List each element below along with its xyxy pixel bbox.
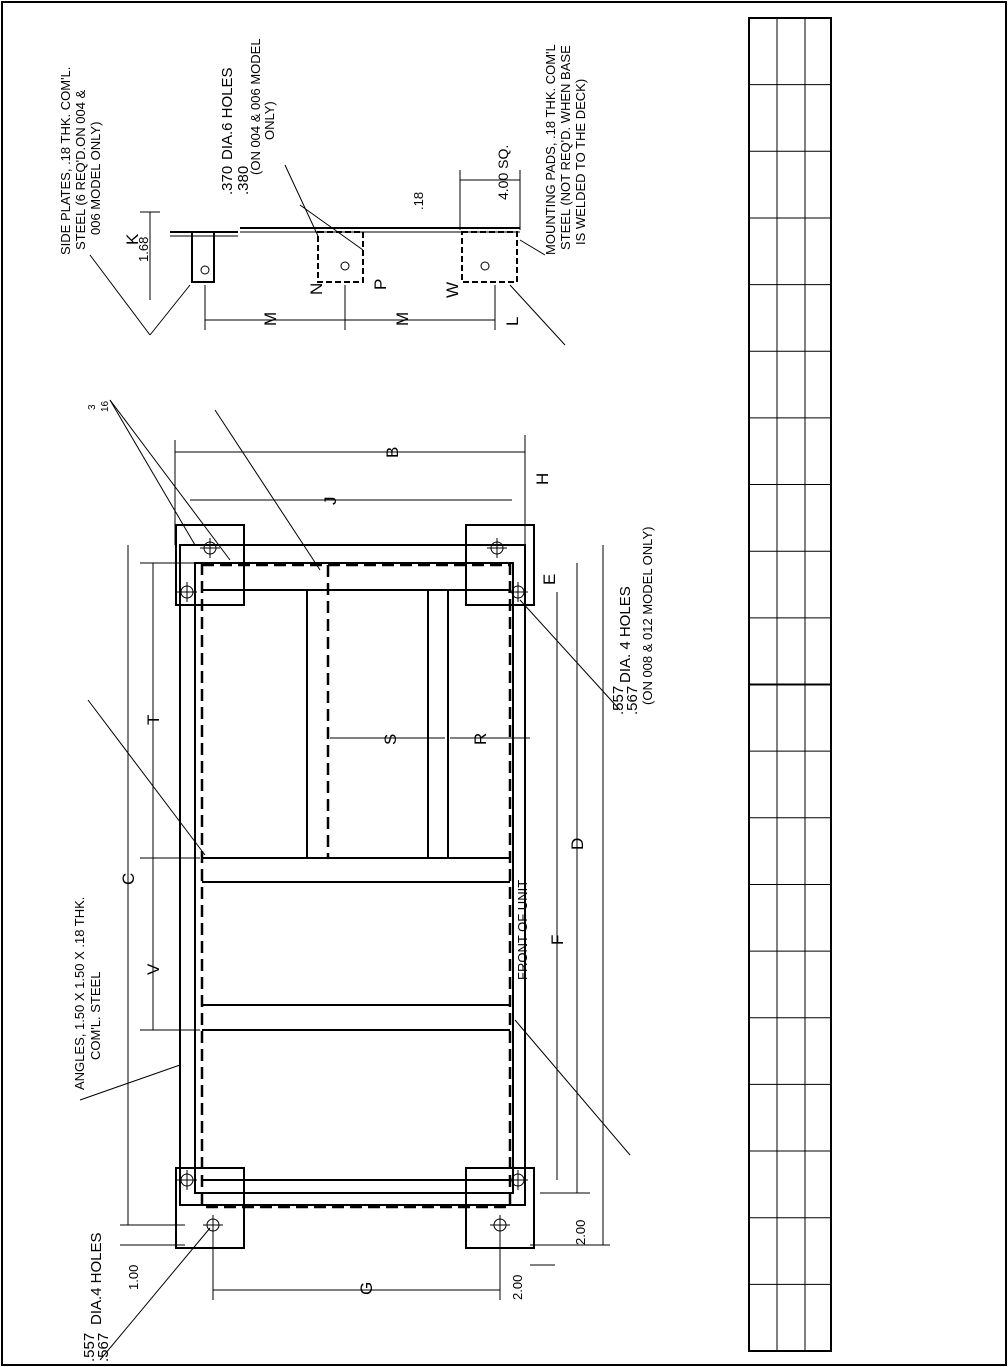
dim-letter-J: J [321, 496, 340, 505]
dim-letter-G: G [357, 1281, 376, 1295]
weld-fraction-den: 16 [100, 400, 111, 412]
side-view [90, 165, 565, 345]
holes6-note-1: (ON 004 & 006 MODEL [248, 38, 263, 175]
angles-note-2: COM'L. STEEL [88, 971, 103, 1060]
dim-1-00: 1.00 [126, 1264, 141, 1290]
holes4-right-tol-b: .567 [624, 685, 641, 715]
dim-letter-M-2: M [393, 311, 412, 326]
plan-view [80, 400, 630, 1360]
dim-2-00-right: 2.00 [573, 1219, 588, 1245]
dim-letter-W: W [443, 281, 462, 298]
dim-letter-B: B [383, 446, 402, 458]
dim-letter-C: C [119, 872, 138, 885]
dim-letter-L: L [503, 316, 522, 326]
dim-2-00-bottom: 2.00 [510, 1274, 525, 1300]
dim-letter-H: H [533, 472, 552, 485]
dim-letter-T: T [144, 714, 163, 725]
holes4-right-tol-a: .557 [610, 685, 627, 715]
dim-letter-E: E [540, 573, 559, 585]
side-plates-note-2: STEEL (6 REQ'D.ON 004 & [73, 89, 88, 250]
holes4-left-tol-a: .557 [81, 1332, 98, 1362]
holes4-left-label: DIA.4 HOLES [88, 1232, 105, 1325]
holes4-left-tol-b: .567 [95, 1332, 112, 1362]
dim-letter-P: P [371, 278, 390, 290]
holes4-right-note: (ON 008 & 012 MODEL ONLY) [640, 526, 655, 705]
dim-letter-R: R [471, 732, 490, 745]
holes6-label: DIA.6 HOLES [219, 67, 236, 160]
holes6-tol-b: .380 [235, 165, 252, 195]
weld-fraction-num: 3 [87, 404, 98, 410]
dim-4-00-sq: 4.00 SQ. [495, 144, 511, 200]
dim-letter-N: N [307, 282, 326, 295]
dim-letter-D: D [568, 837, 587, 850]
holes6-note-2: ONLY) [262, 101, 277, 140]
front-of-unit-label: FRONT OF UNIT [515, 879, 530, 980]
dimension-table [749, 18, 831, 1351]
mounting-pads-note-2: STEEL (NOT REQ'D. WHEN BASE [558, 45, 573, 250]
dim-1-68: 1.68 [136, 236, 151, 262]
angles-note-1: ANGLES, 1.50 X 1.50 X .18 THK. [72, 896, 87, 1090]
dim-letter-M-1: M [261, 311, 280, 326]
mounting-pads-note-1: MOUNTING PADS, .18 THK. COM'L [543, 44, 558, 255]
holes4-right-label: DIA. 4 HOLES [617, 586, 634, 683]
mounting-pads-note-3: IS WELDED TO THE DECK) [573, 78, 588, 245]
dim-0-18: .18 [411, 191, 426, 210]
dim-letter-V: V [144, 963, 163, 975]
dim-letter-S: S [381, 733, 400, 745]
side-plates-note-1: SIDE PLATES, .18 THK. COM'L. [58, 66, 73, 255]
holes6-tol-a: .370 [219, 165, 236, 195]
dim-letter-F: F [548, 934, 567, 945]
dim-letter-K: K [123, 233, 142, 245]
side-plates-note-3: 006 MODEL ONLY) [88, 121, 103, 235]
